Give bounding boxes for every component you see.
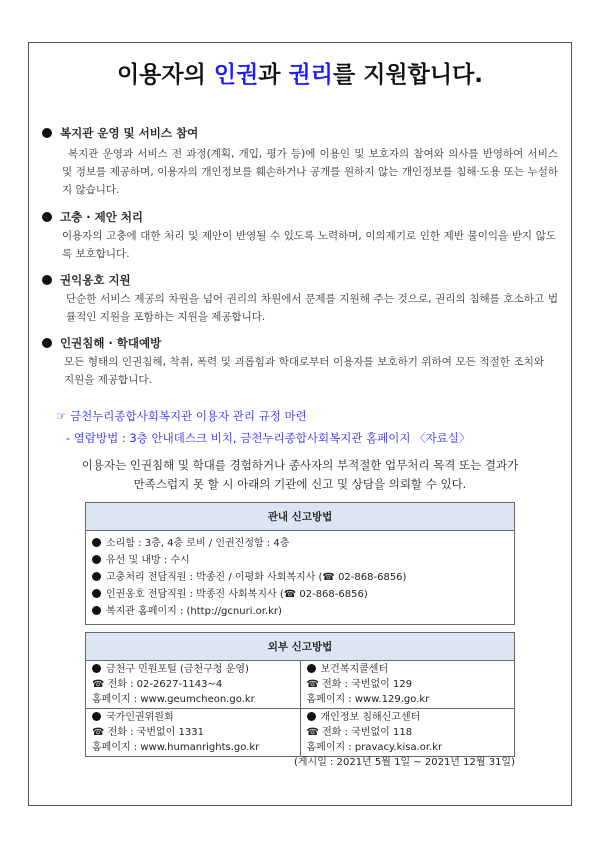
org-phone: ☎ 전화 : 국번없이 118 xyxy=(306,727,413,738)
org-cell xyxy=(300,709,515,757)
org-website: 홈페이지 : pravacy.kisa.or.kr xyxy=(306,742,443,753)
bullet-icon xyxy=(92,606,101,615)
section-heading xyxy=(42,335,161,351)
list-item xyxy=(92,569,508,586)
title-part: 과 xyxy=(258,62,289,88)
org-name-text: 보건복지콜센터 xyxy=(320,664,389,675)
org-name-text: 개인정보 침해신고센터 xyxy=(320,712,421,723)
posting-period: (게시일 : 2021년 5월 1일 ~ 2021년 12월 31일) xyxy=(294,757,515,768)
org-phone: ☎ 전화 : 02-2627-1143~4 xyxy=(92,679,223,690)
title-highlight: 권리 xyxy=(288,62,333,88)
list-item xyxy=(92,552,508,569)
item-text: 고충처리 전담직원 : 박종진 / 이평화 사회복지사 (☎ 02-868-6856) xyxy=(106,572,407,583)
notice-viewing-method: - 열람방법 : 3층 안내데스크 비치, 금천누리종합사회복지관 홈페이지 〈자료실〉 xyxy=(66,431,471,445)
bullet-icon xyxy=(92,664,101,673)
item-text: 소리함 : 3층, 4층 로비 / 인권진정함 : 4층 xyxy=(106,538,290,549)
org-name-text: 국가인권위원회 xyxy=(106,712,174,723)
bullet-icon xyxy=(307,712,316,721)
section-heading xyxy=(42,272,131,288)
title-highlight: 인권 xyxy=(213,62,259,88)
org-website: 홈페이지 : www.geumcheon.go.kr xyxy=(92,694,255,705)
section-heading xyxy=(42,125,198,141)
item-text: 유선 및 내방 : 수시 xyxy=(106,555,190,566)
item-text: 복지관 홈페이지 : (http://gcnuri.or.kr) xyxy=(106,606,282,617)
org-name xyxy=(307,662,509,677)
item-text: 인권옹호 전담직원 : 박종진 사회복지사 (☎ 02-868-6856) xyxy=(106,589,368,600)
bullet-icon xyxy=(42,338,52,348)
pointing-hand-icon: ☞ xyxy=(56,409,67,423)
page-title xyxy=(0,56,600,89)
title-part: 이용자의 xyxy=(116,62,214,88)
notice-text: 금천누리종합사회복지관 이용자 관리 규정 마련 xyxy=(69,409,307,423)
heading-text: 복지관 운영 및 서비스 참여 xyxy=(60,126,199,140)
org-name-text: 금천구 민원포털 (금천구청 운영) xyxy=(106,664,249,675)
list-item xyxy=(92,603,508,620)
external-report-table xyxy=(85,632,515,757)
section-body: 이용자의 고충에 대한 처리 및 제안이 반영될 수 있도록 노력하며, 이의제기로 인한 제반 불이익을 받지 않도록 보호합니다. xyxy=(62,230,556,260)
internal-list xyxy=(86,531,515,625)
org-phone: ☎ 전화 : 국번없이 1331 xyxy=(92,727,204,738)
bullet-icon xyxy=(307,664,316,673)
org-name xyxy=(307,710,509,725)
list-item xyxy=(92,586,508,603)
bullet-icon xyxy=(92,712,101,721)
org-cell xyxy=(86,661,301,709)
org-phone: ☎ 전화 : 국번없이 129 xyxy=(306,679,413,690)
title-part: 를 지원합니다. xyxy=(332,62,484,88)
heading-text: 인권침해 · 학대예방 xyxy=(60,336,162,350)
bullet-icon xyxy=(42,275,52,285)
bullet-icon xyxy=(92,589,101,598)
bullet-icon xyxy=(92,538,101,547)
bullet-icon xyxy=(92,555,101,564)
org-name xyxy=(92,710,294,725)
org-cell xyxy=(300,661,515,709)
internal-report-table xyxy=(85,502,515,625)
heading-text: 고충 · 제안 처리 xyxy=(60,210,144,224)
org-website: 홈페이지 : www.129.go.kr xyxy=(306,694,430,705)
org-cell xyxy=(86,709,301,757)
statement-line: 만족스럽지 못 할 시 아래의 기관에 신고 및 상담을 의뢰할 수 있다. xyxy=(133,477,467,491)
section-heading xyxy=(42,209,143,225)
table-header: 관내 신고방법 xyxy=(86,503,515,531)
section-body: 단순한 서비스 제공의 차원을 넘어 권리의 차원에서 문제를 지원해 주는 것으로, 권리의 침해를 호소하고 법률적인 지원을 포함하는 지원을 제공합니다. xyxy=(66,293,558,323)
bullet-icon xyxy=(92,572,101,581)
org-website: 홈페이지 : www.humanrights.go.kr xyxy=(92,742,260,753)
notice-line xyxy=(56,408,307,424)
bullet-icon xyxy=(42,128,52,138)
statement-line: 이용자는 인권침해 및 학대를 경험하거나 종사자의 부적절한 업무처리 목격 또는 결과가 xyxy=(81,458,519,472)
section-body: 복지관 운영과 서비스 전 과정(계획, 개입, 평가 등)에 이용인 및 보호자의 참여와 의사를 반영하여 서비스 및 정보를 제공하며, 이용자의 개인정보를 훼손하거나 공개를 원하지 않는 개인정보를 침해·도용 또는 누설하지 않습니다. xyxy=(62,148,558,196)
org-name xyxy=(92,662,294,677)
bullet-icon xyxy=(42,212,52,222)
table-header: 외부 신고방법 xyxy=(86,633,515,661)
heading-text: 권익옹호 지원 xyxy=(60,273,131,287)
section-body: 모든 형태의 인권침해, 착취, 폭력 및 괴롭힘과 학대로부터 이용자를 보호하기 위하여 모든 적절한 조치와 지원을 제공합니다. xyxy=(64,356,544,386)
list-item xyxy=(92,535,508,552)
